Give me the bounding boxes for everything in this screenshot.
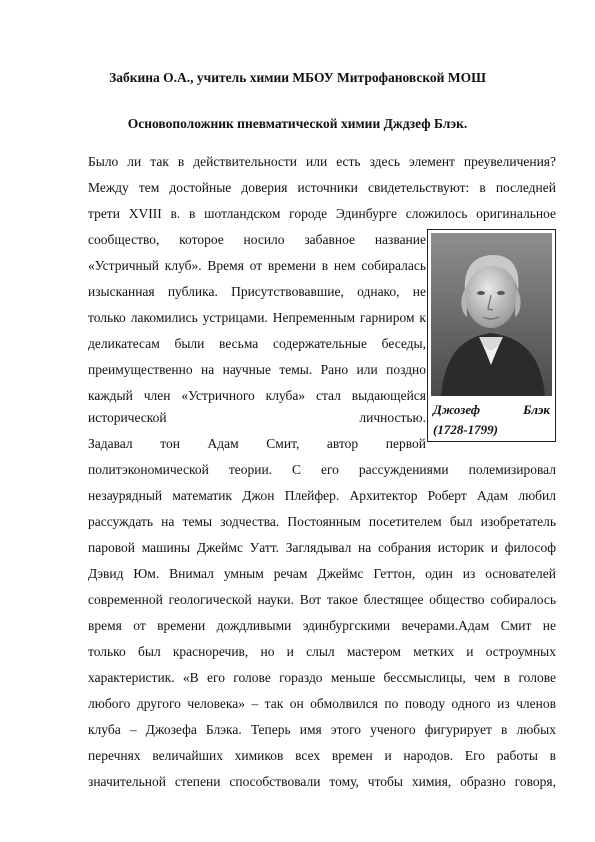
body-line: трети XVIII в. в шотландском городе Эдинбурге сложилось оригинальное: [88, 206, 556, 221]
body-line: любого другого человека» – так он обмолвился по поводу одного из членов: [88, 696, 556, 711]
body-line: Между тем достойные доверия источники свидетельствуют: в последней: [88, 180, 556, 195]
article-title: Основоположник пневматической химии Дждзеф Блэк.: [127, 116, 468, 131]
body-line: деликатесам были весьма содержательные беседы,: [88, 336, 426, 351]
body-line: каждый член «Устричного клуба» стал выдающейся: [88, 388, 426, 403]
body-line: преимущественно на научные темы. Рано или поздно: [88, 362, 426, 377]
body-line: рассуждать на темы зодчества. Постоянным посетителем был изобретатель: [88, 514, 556, 529]
body-line: Задавал тон Адам Смит, автор первой: [88, 436, 426, 451]
body-line: время от времени дождливыми эдинбургскими вечерами.Адам Смит не: [88, 618, 556, 633]
body-line: паровой машины Джеймс Уатт. Заглядывал на собрания историк и философ: [88, 540, 556, 555]
portrait-caption-name: Джозеф Блэк: [433, 402, 550, 417]
author-line: Забкина О.А., учитель химии МБОУ Митрофановской МОШ: [109, 70, 486, 85]
body-line: Было ли так в действительности или есть здесь элемент преувеличения?: [88, 154, 556, 169]
body-line: современной геологической науки. Вот такое блестящее общество собиралось: [88, 592, 556, 607]
body-line: сообщество, которое носило забавное название: [88, 232, 426, 247]
body-line: клуба – Джозефа Блэка. Теперь имя этого ученого фигурирует в любых: [88, 722, 556, 737]
body-line: Дэвид Юм. Внимал умным речам Джеймс Геттон, один из основателей: [88, 566, 556, 581]
portrait-image: [431, 233, 552, 396]
body-line: только лакомились устрицами. Непременным гарниром к: [88, 310, 426, 325]
body-line: незаурядный математик Джон Плейфер. Архитектор Роберт Адам любил: [88, 488, 556, 503]
body-line: изысканная публика. Присутствовавшие, однако, не: [88, 284, 426, 299]
body-line: характеристик. «В его голове гораздо меньше бессмыслицы, чем в голове: [88, 670, 556, 685]
portrait-caption-years: (1728-1799): [433, 422, 498, 437]
body-line: значительной степени способствовали тому, чтобы химия, образно говоря,: [88, 774, 556, 789]
body-line: «Устричный клуб». Время от времени в нем собиралась: [88, 258, 426, 273]
portrait-figure: [427, 229, 556, 442]
body-line: перечнях величайших химиков всех времен и народов. Его работы в: [88, 748, 556, 763]
body-line: только был красноречив, но и слыл мастером метких и остроумных: [88, 644, 556, 659]
body-line: политэкономической теории. С его рассуждениями полемизировал: [88, 462, 556, 477]
body-line: исторической личностью.: [88, 410, 426, 425]
